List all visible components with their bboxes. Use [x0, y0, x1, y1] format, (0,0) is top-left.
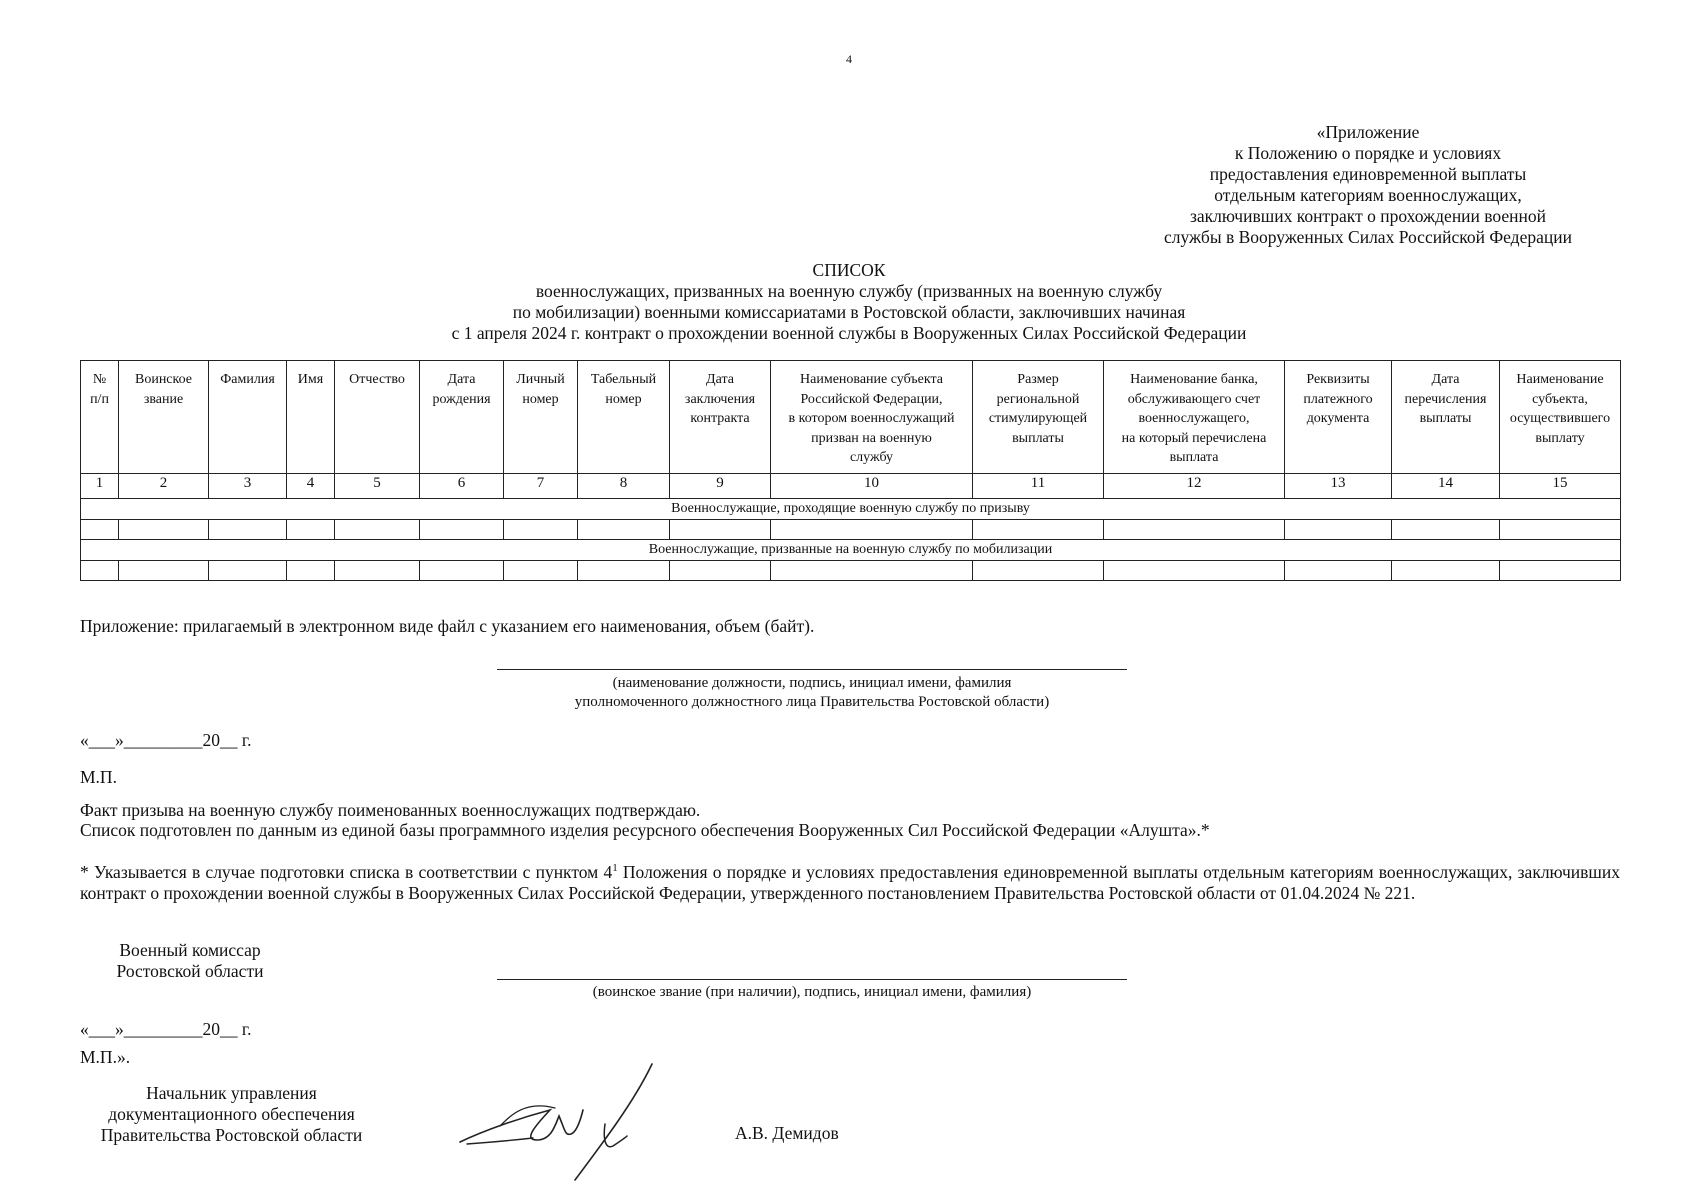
- empty-cell[interactable]: [504, 520, 578, 540]
- column-number: 10: [771, 474, 973, 499]
- chief-title: Начальник управления документационного обеспечения Правительства Ростовской области: [100, 1083, 363, 1145]
- appendix-heading: [1108, 122, 1628, 248]
- document-title: [0, 260, 1698, 344]
- section-row-conscripts: [81, 499, 1621, 520]
- empty-cell[interactable]: [973, 561, 1104, 581]
- empty-cell[interactable]: [973, 520, 1104, 540]
- col-header-payment-amount: Размер региональной стимулирующей выплаты: [973, 361, 1104, 474]
- col-header-tab-number: Табельный номер: [578, 361, 670, 474]
- empty-cell[interactable]: [578, 561, 670, 581]
- title-heading: СПИСОК: [812, 260, 886, 280]
- signature-caption-line: уполномоченного должностного лица Правительства Ростовской области): [574, 694, 1050, 710]
- empty-cell[interactable]: [578, 520, 670, 540]
- title-line: по мобилизации) военными комиссариатами в Ростовской области, заключивших начиная: [512, 302, 1186, 322]
- empty-cell[interactable]: [1500, 561, 1621, 581]
- confirmation-line: Факт призыва на военную службу поименованных военнослужащих подтверждаю.: [80, 800, 701, 820]
- empty-cell[interactable]: [209, 520, 287, 540]
- col-header-name: Имя: [287, 361, 335, 474]
- appendix-line: «Приложение: [1316, 122, 1420, 142]
- appendix-line: отдельным категориям военнослужащих,: [1214, 185, 1522, 205]
- commissar-title: Военный комиссар Ростовской области: [116, 940, 264, 981]
- empty-cell[interactable]: [771, 520, 973, 540]
- col-header-contract-date: Дата заключения контракта: [670, 361, 771, 474]
- column-number: 11: [973, 474, 1104, 499]
- empty-cell[interactable]: [287, 520, 335, 540]
- column-number: 1: [81, 474, 119, 499]
- empty-cell[interactable]: [420, 520, 504, 540]
- column-number: 7: [504, 474, 578, 499]
- appendix-line: предоставления единовременной выплаты: [1209, 164, 1527, 184]
- col-header-transfer-date: Дата перечисления выплаты: [1392, 361, 1500, 474]
- title-line: с 1 апреля 2024 г. контракт о прохождении военной службы в Вооруженных Силах Российской Федерации: [451, 323, 1247, 343]
- empty-cell[interactable]: [81, 561, 119, 581]
- col-header-payer: Наименование субъекта, осуществившего выплату: [1500, 361, 1621, 474]
- title-line: военнослужащих, призванных на военную службу (призванных на военную службу: [535, 281, 1163, 301]
- signature-caption-line: (наименование должности, подпись, инициал имени, фамилия: [612, 675, 1012, 691]
- signature-line: [497, 669, 1127, 670]
- col-header-birth-date: Дата рождения: [420, 361, 504, 474]
- stamp-mark: М.П.: [80, 767, 117, 787]
- commissar-signature-caption: (воинское звание (при наличии), подпись, инициал имени, фамилия): [592, 984, 1032, 1000]
- section-label-conscripts: Военнослужащие, проходящие военную службу по призыву: [81, 499, 1621, 520]
- table-header-row: [81, 361, 1621, 474]
- empty-cell[interactable]: [335, 561, 420, 581]
- column-number: 2: [119, 474, 209, 499]
- column-number: 14: [1392, 474, 1500, 499]
- empty-cell[interactable]: [1392, 520, 1500, 540]
- empty-cell[interactable]: [81, 520, 119, 540]
- empty-cell[interactable]: [1104, 520, 1285, 540]
- col-header-payment-doc: Реквизиты платежного документа: [1285, 361, 1392, 474]
- source-line: Список подготовлен по данным из единой базы программного изделия ресурсного обеспечения Вооруженных Сил Российской Федерации «Алушта».*: [80, 820, 1210, 840]
- section-label-mobilized: Военнослужащие, призванные на военную службу по мобилизации: [81, 540, 1621, 561]
- signature-caption: [497, 674, 1127, 712]
- empty-cell[interactable]: [209, 561, 287, 581]
- appendix-line: заключивших контракт о прохождении военной: [1189, 206, 1547, 226]
- empty-cell[interactable]: [119, 561, 209, 581]
- column-number: 12: [1104, 474, 1285, 499]
- footnote: * Указывается в случае подготовки списка в соответствии с пунктом $4^1$ Положения о порядке и условиях предоставления единовременной выплаты отдельным категориям военнослужащих, заключивших контракт о прохождении военной службы в Вооруженных Силах Российской Федерации, утвержденного постановлением Правительства Ростовской области от 01.04.2024 № 221.: [80, 861, 1620, 903]
- empty-cell[interactable]: [335, 520, 420, 540]
- empty-cell[interactable]: [119, 520, 209, 540]
- attachment-note: Приложение: прилагаемый в электронном виде файл с указанием его наименования, объем (байт).: [80, 616, 815, 636]
- column-number: 3: [209, 474, 287, 499]
- column-number: 4: [287, 474, 335, 499]
- empty-cell[interactable]: [1500, 520, 1621, 540]
- empty-cell[interactable]: [771, 561, 973, 581]
- table-row-empty: [81, 561, 1621, 581]
- empty-cell[interactable]: [670, 520, 771, 540]
- page-number: 4: [846, 52, 852, 66]
- stamp-mark-2: М.П.».: [80, 1047, 131, 1067]
- col-header-subject: Наименование субъекта Российской Федерации, в котором военнослужащий призван на военную службу: [771, 361, 973, 474]
- column-number: 9: [670, 474, 771, 499]
- col-header-number: № п/п: [81, 361, 119, 474]
- col-header-personal-number: Личный номер: [504, 361, 578, 474]
- column-number: 13: [1285, 474, 1392, 499]
- column-numbers-row: [81, 474, 1621, 499]
- col-header-bank: Наименование банка, обслуживающего счет военнослужащего, на который перечислена выплата: [1104, 361, 1285, 474]
- col-header-patronymic: Отчество: [335, 361, 420, 474]
- column-number: 15: [1500, 474, 1621, 499]
- date-line: «___»_________20__ г.: [80, 730, 252, 750]
- empty-cell[interactable]: [1285, 561, 1392, 581]
- col-header-surname: Фамилия: [209, 361, 287, 474]
- column-number: 6: [420, 474, 504, 499]
- commissar-signature-line: [497, 979, 1127, 980]
- col-header-rank: Воинское звание: [119, 361, 209, 474]
- section-row-mobilized: [81, 540, 1621, 561]
- column-number: 8: [578, 474, 670, 499]
- appendix-line: службы в Вооруженных Силах Российской Федерации: [1164, 227, 1572, 247]
- empty-cell[interactable]: [670, 561, 771, 581]
- table-row-empty: [81, 520, 1621, 540]
- empty-cell[interactable]: [1285, 520, 1392, 540]
- empty-cell[interactable]: [287, 561, 335, 581]
- empty-cell[interactable]: [1392, 561, 1500, 581]
- servicemen-table: [80, 360, 1621, 581]
- date-line-2: «___»_________20__ г.: [80, 1019, 252, 1039]
- chief-name: А.В. Демидов: [735, 1123, 839, 1143]
- column-number: 5: [335, 474, 420, 499]
- empty-cell[interactable]: [504, 561, 578, 581]
- empty-cell[interactable]: [420, 561, 504, 581]
- handwritten-signature: [455, 1060, 665, 1182]
- empty-cell[interactable]: [1104, 561, 1285, 581]
- appendix-line: к Положению о порядке и условиях: [1234, 143, 1502, 163]
